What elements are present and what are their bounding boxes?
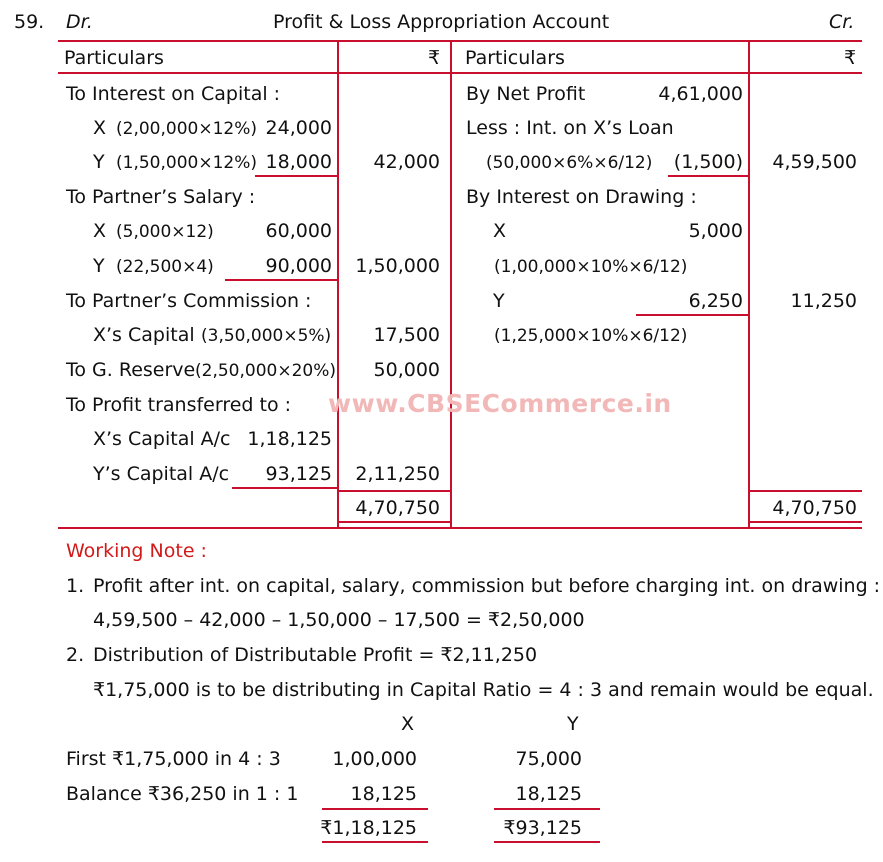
debit-y-salary: Y [93,255,105,277]
debit-capital-subtotal-line [232,487,337,489]
debit-x-capital: X’s Capital A/c [93,428,231,450]
debit-grand-total: 4,70,750 [355,497,440,519]
debit-grand-total-underline [337,521,451,523]
debit-x-commission-calc: (3,50,000×5%) [201,326,332,346]
credit-x-drawing: X [493,220,507,242]
credit-y-drawing-calc: (1,25,000×10%×6/12) [494,326,688,346]
page-title: Profit & Loss Appropriation Account [273,11,610,33]
credit-net-profit-total: 4,59,500 [772,151,857,173]
distribution-first-x: 1,00,000 [332,748,417,770]
credit-x-drawing-calc: (1,00,000×10%×6/12) [494,257,688,277]
table-bottom-border [58,527,862,529]
debit-x-salary: X [93,220,107,242]
table-col-divider-3 [748,40,750,529]
credit-loan-interest-amount: (1,500) [673,151,743,173]
debit-profit-transferred: To Profit transferred to : [66,394,292,416]
debit-x-salary-amount: 60,000 [265,220,332,242]
credit-drawing-subtotal-line [636,314,748,316]
header-particulars-left: Particulars [64,47,164,69]
distribution-x-total-underline [322,841,428,843]
watermark: www.CBSECommerce.in [328,389,672,418]
note-1-number: 1. [66,575,85,597]
debit-x-commission: X’s Capital [93,324,195,346]
note-2-text: Distribution of Distributable Profit = ₹2,11,250 [93,644,538,666]
debit-partner-salary: To Partner’s Salary : [66,186,256,208]
debit-interest-subtotal-line [255,175,337,177]
debit-y-capital-amount: 93,125 [265,463,332,485]
distribution-y-sum-line [494,808,600,810]
debit-x-interest: X [93,117,107,139]
debit-y-interest-calc: (1,50,000×12%) [116,153,257,173]
credit-loan-interest-calc: (50,000×6%×6/12) [486,153,653,173]
distribution-balance-x: 18,125 [350,783,417,805]
credit-grand-total: 4,70,750 [772,497,857,519]
table-top-border [58,40,862,42]
header-particulars-right: Particulars [465,47,565,69]
note-1-calculation: 4,59,500 – 42,000 – 1,50,000 – 17,500 = ₹2,50,000 [93,609,585,631]
debit-label: Dr. [66,11,93,33]
working-note-heading: Working Note : [66,540,207,562]
debit-x-capital-amount: 1,18,125 [247,428,332,450]
distribution-balance-label: Balance ₹36,250 in 1 : 1 [66,783,299,805]
credit-loan-subtotal-line [668,175,748,177]
question-number: 59. [14,11,45,33]
credit-x-drawing-amount: 5,000 [688,220,743,242]
debit-x-interest-calc: (2,00,000×12%) [116,119,257,139]
debit-y-interest-amount: 18,000 [265,151,332,173]
distribution-total-y: ₹93,125 [503,817,582,839]
debit-partner-commission: To Partner’s Commission : [66,290,312,312]
debit-x-interest-amount: 24,000 [265,117,332,139]
credit-y-drawing-amount: 6,250 [688,290,743,312]
debit-interest-total: 42,000 [373,151,440,173]
note-1-text: Profit after int. on capital, salary, commission but before charging int. on drawing : [93,575,881,597]
distribution-balance-y: 18,125 [515,783,582,805]
debit-capital-total: 2,11,250 [355,463,440,485]
distribution-col-y: Y [567,713,579,735]
debit-grand-total-line [337,490,451,492]
debit-salary-subtotal-line [225,279,337,281]
debit-y-salary-amount: 90,000 [265,255,332,277]
header-rupee-right: ₹ [844,47,857,69]
credit-label: Cr. [829,11,855,33]
table-col-divider-2 [450,40,452,529]
credit-grand-total-line [748,490,862,492]
table-header-border [58,72,862,74]
debit-x-commission-amount: 17,500 [373,324,440,346]
debit-general-reserve-amount: 50,000 [373,359,440,381]
debit-y-salary-calc: (22,500×4) [116,257,214,277]
credit-net-profit: By Net Profit [466,83,586,105]
debit-x-salary-calc: (5,000×12) [116,222,214,242]
distribution-col-x: X [401,713,415,735]
note-2-detail: ₹1,75,000 is to be distributing in Capital Ratio = 4 : 3 and remain would be equal. [93,679,874,701]
note-2-number: 2. [66,644,85,666]
debit-y-interest: Y [93,151,105,173]
credit-drawing-total: 11,250 [790,290,857,312]
debit-interest-capital: To Interest on Capital : [66,83,281,105]
header-rupee-left: ₹ [428,47,441,69]
credit-interest-drawing: By Interest on Drawing : [466,186,697,208]
credit-grand-total-underline [748,521,862,523]
distribution-y-total-underline [494,841,600,843]
distribution-first-y: 75,000 [515,748,582,770]
credit-y-drawing: Y [493,290,505,312]
credit-net-profit-amount: 4,61,000 [658,83,743,105]
table-col-divider-1 [337,40,339,529]
distribution-first-label: First ₹1,75,000 in 4 : 3 [66,748,281,770]
debit-general-reserve-calc: (2,50,000×20%) [195,361,336,381]
debit-y-capital: Y’s Capital A/c [93,463,230,485]
debit-salary-total: 1,50,000 [355,255,440,277]
credit-less-loan-interest: Less : Int. on X’s Loan [466,117,674,139]
distribution-total-x: ₹1,18,125 [320,817,417,839]
distribution-x-sum-line [322,808,428,810]
debit-general-reserve: To G. Reserve [66,359,196,381]
